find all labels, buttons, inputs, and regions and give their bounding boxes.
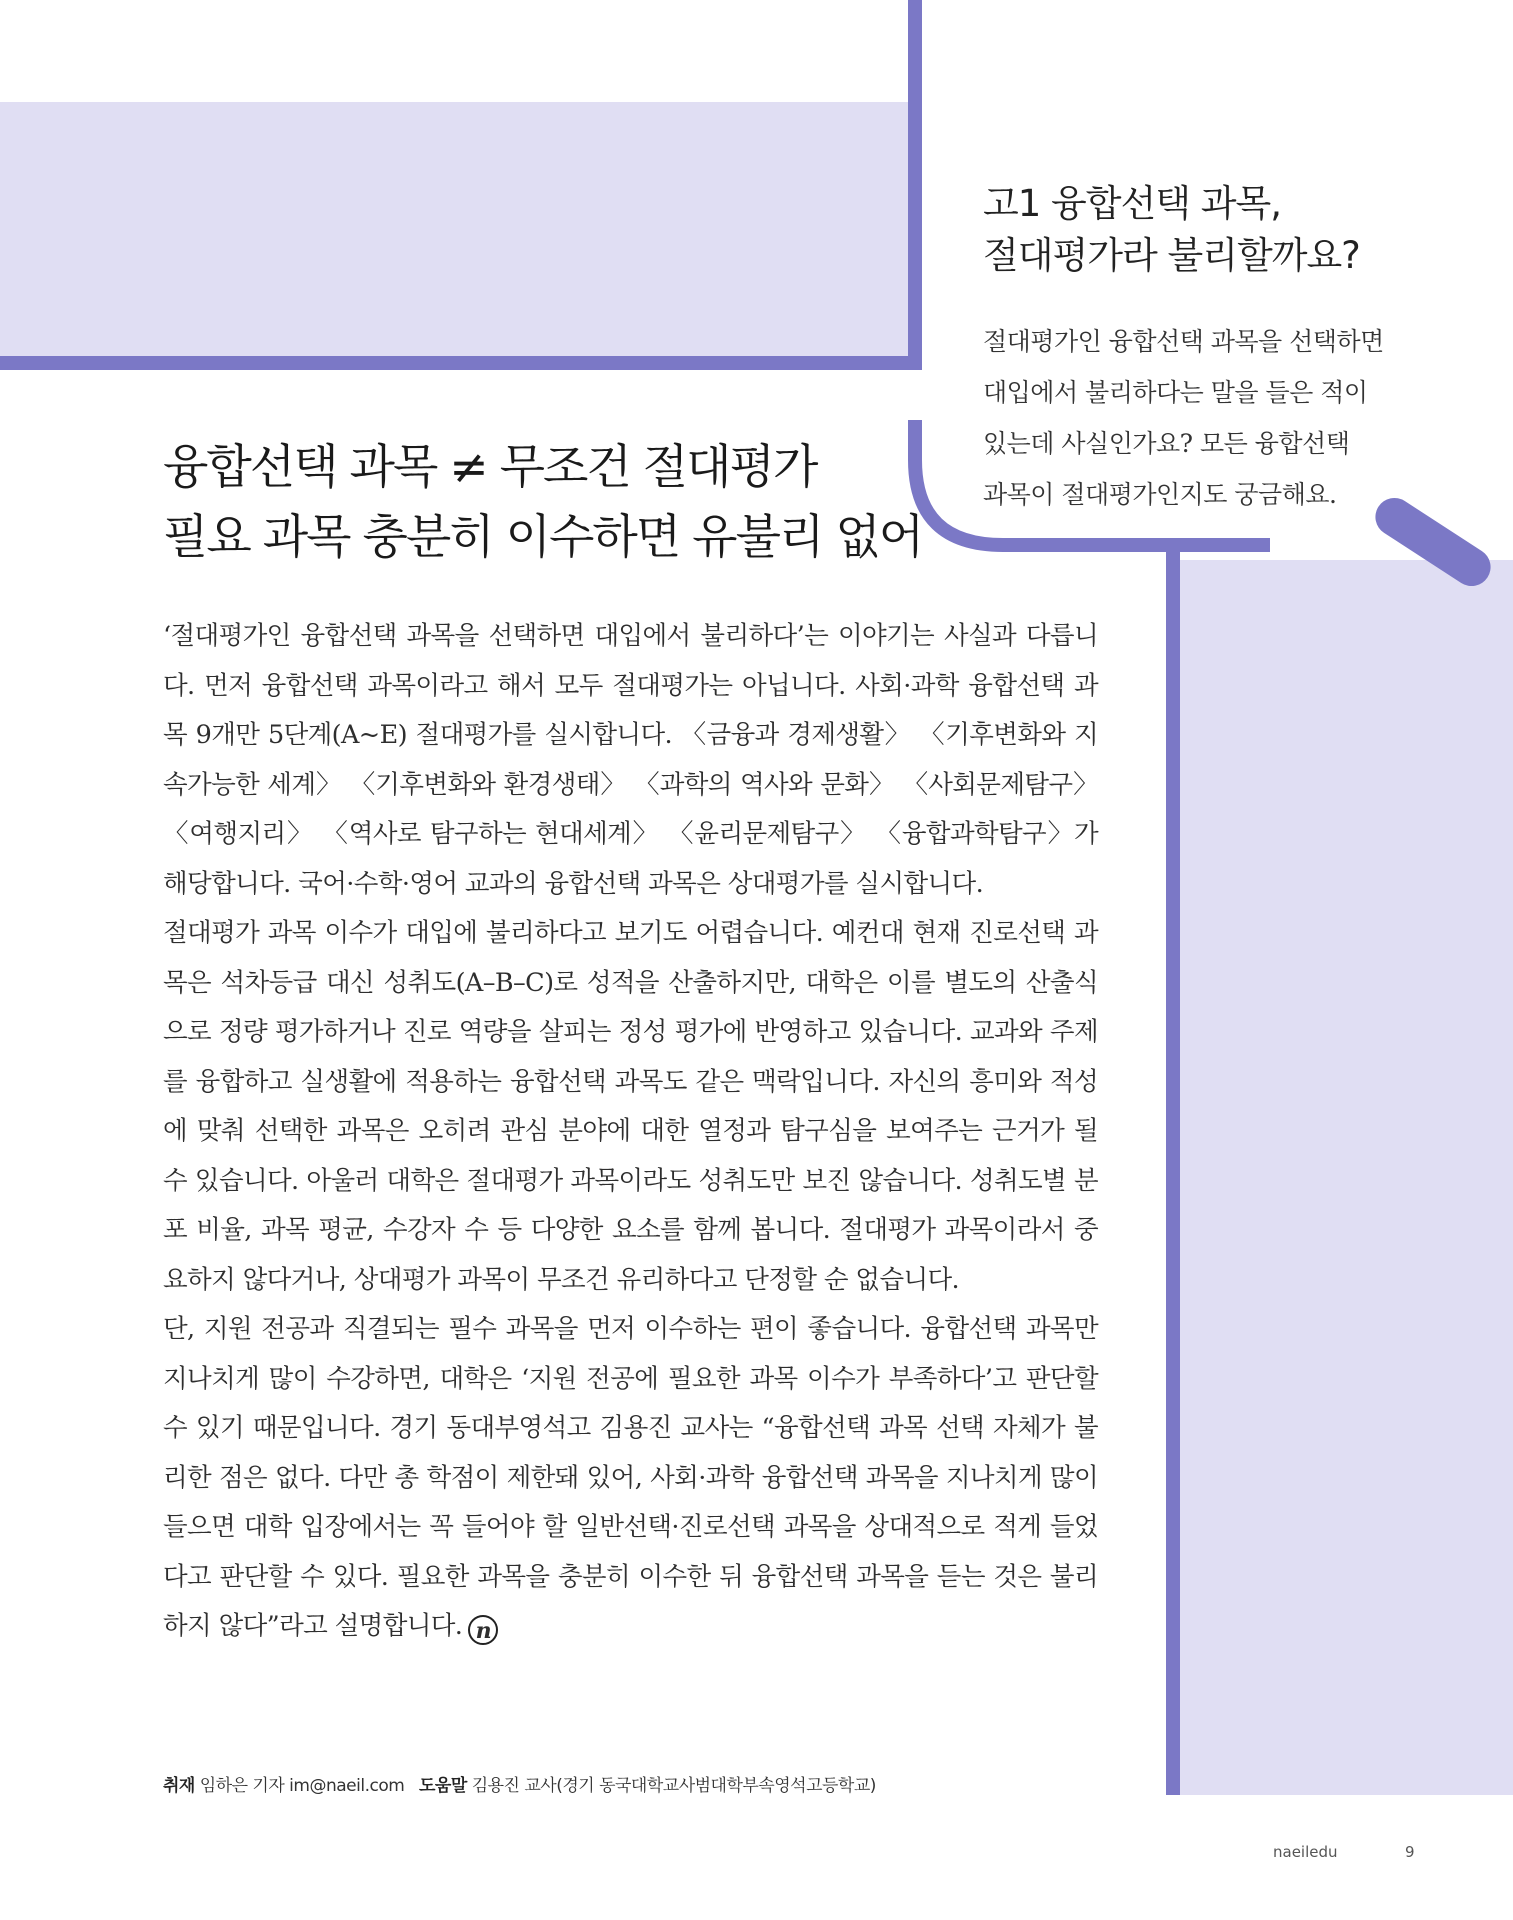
helper-text: 김용진 교사(경기 동국대학교사범대학부속영석고등학교): [471, 1776, 876, 1796]
lavender-panel-left: [0, 102, 908, 356]
accent-bar-vertical-top: [908, 0, 922, 370]
page-number: 9: [1405, 1843, 1415, 1861]
article-paragraph: ‘절대평가인 융합선택 과목을 선택하면 대입에서 불리하다’는 이야기는 사실과 다릅니다. 먼저 융합선택 과목이라고 해서 모두 절대평가는 아닙니다. 사회·과학 융합선택 과목 9개만 5단계(A~E) 절대평가를 실시합니다. 〈금융과 경제생활〉 〈기후변화와 지속가능한 세계〉 〈기후변화와 환경생태〉 〈과학의 역사와 문화〉 〈사회문제탐구〉 〈여행지리〉 〈역사로 탐구하는 현대세계〉 〈윤리문제탐구〉 〈융합과학탐구〉가 해당합니다. 국어·수학·영어 교과의 융합선택 과목은 상대평가를 실시합니다.: [163, 621, 1098, 899]
end-mark-icon: n: [468, 1615, 498, 1645]
question-title: [983, 178, 1463, 282]
question-title-line: 고1 융합선택 과목,: [983, 182, 1282, 225]
article-paragraph-text: 단, 지원 전공과 직결되는 필수 과목을 먼저 이수하는 편이 좋습니다. 융합선택 과목만 지나치게 많이 수강하면, 대학은 ‘지원 전공에 필요한 과목 이수가 부족하다’고 판단할 수 있기 때문입니다. 경기 동대부영석고 김용진 교사는 “융합선택 과목 선택 자체가 불리한 점은 없다. 다만 총 학점이 제한돼 있어, 사회·과학 융합선택 과목을 지나치게 많이 들으면 대학 입장에서는 꼭 들어야 할 일반선택·진로선택 과목을 상대적으로 적게 들었다고 판단할 수 있다. 필요한 과목을 충분히 이수한 뒤 융합선택 과목을 듣는 것은 불리하지 않다”라고 설명합니다.: [163, 1314, 1098, 1641]
question-body-line: 과목이 절대평가인지도 궁금해요.: [983, 480, 1337, 509]
headline-line: 필요 과목 충분히 이수하면 유불리 없어: [163, 510, 923, 565]
lavender-panel-right: [1180, 560, 1513, 1795]
article-body: [163, 612, 1098, 1652]
accent-bar-horizontal-right: [1060, 538, 1270, 552]
footer-brand: naeiledu: [1273, 1843, 1338, 1861]
article-paragraph: 절대평가 과목 이수가 대입에 불리하다고 보기도 어렵습니다. 예컨대 현재 진로선택 과목은 석차등급 대신 성취도(A–B–C)로 성적을 산출하지만, 대학은 이를 별도의 산출식으로 정량 평가하거나 진로 역량을 살피는 정성 평가에 반영하고 있습니다. 교과와 주제를 융합하고 실생활에 적용하는 융합선택 과목도 같은 맥락입니다. 자신의 흥미와 적성에 맞춰 선택한 과목은 오히려 관심 분야에 대한 열정과 탐구심을 보여주는 근거가 될 수 있습니다. 아울러 대학은 절대평가 과목이라도 성취도만 보진 않습니다. 성취도별 분포 비율, 과목 평균, 수강자 수 등 다양한 요소를 함께 봅니다. 절대평가 과목이라서 중요하지 않다거나, 상대평가 과목이 무조건 유리하다고 단정할 순 없습니다.: [163, 918, 1098, 1295]
reporter-label: 취재: [163, 1776, 195, 1796]
headline-line: 융합선택 과목 ≠ 무조건 절대평가: [163, 440, 817, 495]
question-body-line: 절대평가인 융합선택 과목을 선택하면: [983, 327, 1384, 356]
question-body-line: 대입에서 불리하다는 말을 들은 적이: [983, 378, 1368, 407]
reporter-text: 임하은 기자 im@naeil.com: [199, 1776, 405, 1796]
question-title-line: 절대평가라 불리할까요?: [983, 234, 1360, 277]
credits: [163, 1771, 1163, 1796]
article-paragraph: [163, 1305, 1098, 1652]
question-body: [983, 316, 1463, 520]
accent-bar-vertical-bottom: [1166, 552, 1180, 1795]
helper-label: 도움말: [419, 1776, 467, 1796]
accent-bar-horizontal: [0, 356, 908, 370]
question-body-line: 있는데 사실인가요? 모든 융합선택: [983, 429, 1350, 458]
article-headline: [163, 433, 923, 573]
